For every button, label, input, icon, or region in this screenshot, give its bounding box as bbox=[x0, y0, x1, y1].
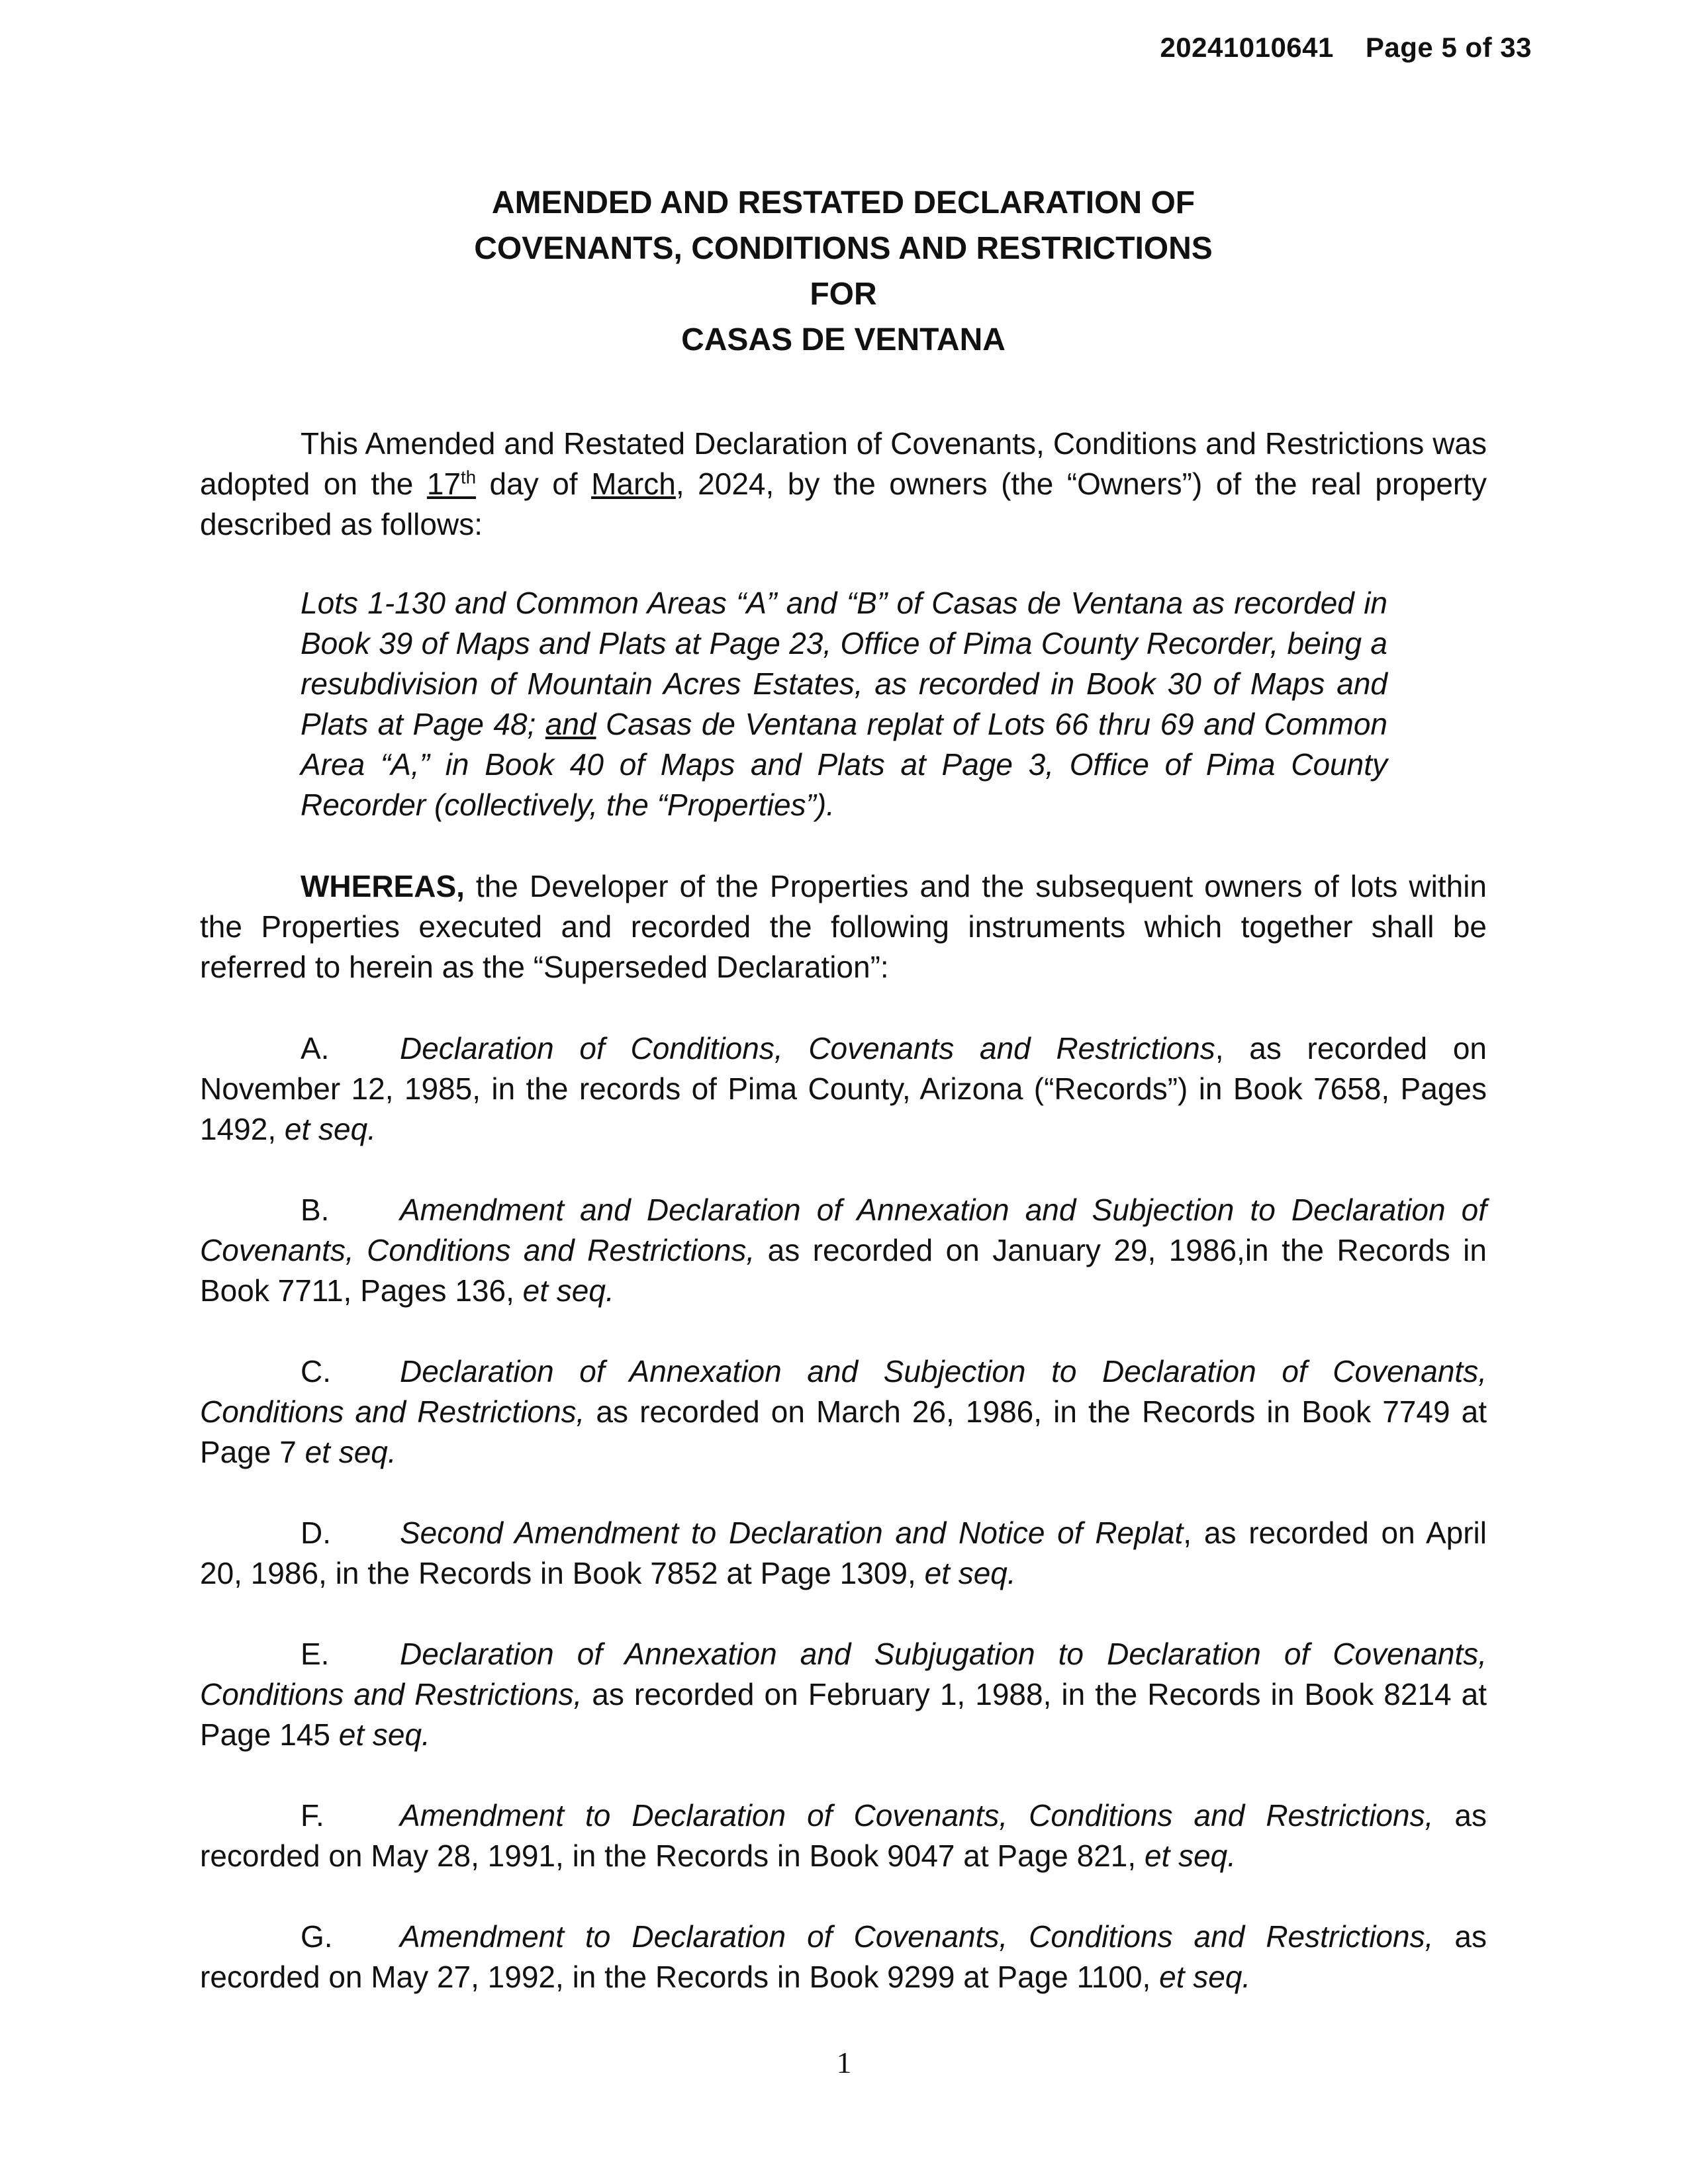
recording-stamp bbox=[1160, 32, 1532, 64]
instrument-item: D. Second Amendment to Declaration and Notice of Replat, as recorded on April 20, 1986, in the Records in Book 7852 at Page 1309, et seq. bbox=[200, 1516, 1487, 1590]
legal-description: Lots 1-130 and Common Areas “A” and “B” of Casas de Ventana as recorded in Book 39 of Maps and Plats at Page 23, Office of Pima County Recorder, being a resubdivision of Mountain Acres Estates, as recorded in Book 30 of Maps and Plats at Page 48; and Casas de Ventana replat of Lots 66 thru 69 and Common Area “A,” in Book 40 of Maps and Plats at Page 3, Office of Pima County Recorder (collectively, the “Properties”). bbox=[301, 586, 1387, 822]
adoption-day: 17th bbox=[426, 467, 477, 501]
document-body bbox=[200, 180, 1487, 2038]
title-line-4: CASAS DE VENTANA bbox=[681, 322, 1006, 357]
whereas-keyword: WHEREAS, bbox=[301, 869, 465, 903]
intro-paragraph: This Amended and Restated Declaration of Covenants, Conditions and Restrictions was adopted on the 17th day of March, 2024, by the owners (the “Owners”) of the real property described as follows: bbox=[200, 426, 1487, 541]
instrument-list bbox=[200, 1028, 1487, 1997]
instrument-item: A. Declaration of Conditions, Covenants and Restrictions, as recorded on November 12, 1985, in the records of Pima County, Arizona (“Records”) in Book 7658, Pages 1492, et seq. bbox=[200, 1031, 1487, 1146]
page-label: Page 5 of 33 bbox=[1365, 32, 1532, 63]
instrument-item: B. Amendment and Declaration of Annexation and Subjection to Declaration of Covenants, Conditions and Restrictions, as recorded on January 29, 1986,in the Records in Book 7711, Pages 136, et seq. bbox=[200, 1193, 1487, 1308]
instrument-item: G. Amendment to Declaration of Covenants, Conditions and Restrictions, as recorded on May 27, 1992, in the Records in Book 9299 at Page 1100, et seq. bbox=[200, 1919, 1487, 1994]
title-line-2: COVENANTS, CONDITIONS AND RESTRICTIONS bbox=[474, 231, 1213, 266]
page-number: 1 bbox=[836, 2046, 852, 2079]
whereas-paragraph: WHEREAS, the Developer of the Properties and the subsequent owners of lots within the Properties executed and recorded the following instruments which together shall be referred to herein as the “Superseded Declaration”: bbox=[200, 869, 1487, 984]
instrument-item: C. Declaration of Annexation and Subjection to Declaration of Covenants, Conditions and Restrictions, as recorded on March 26, 1986, in the Records in Book 7749 at Page 7 et seq. bbox=[200, 1354, 1487, 1469]
instrument-item: E. Declaration of Annexation and Subjugation to Declaration of Covenants, Conditions and Restrictions, as recorded on February 1, 1988, in the Records in Book 8214 at Page 145 et seq. bbox=[200, 1637, 1487, 1752]
document-title bbox=[200, 180, 1487, 363]
instrument-item: F. Amendment to Declaration of Covenants, Conditions and Restrictions, as recorded on May 28, 1991, in the Records in Book 9047 at Page 821, et seq. bbox=[200, 1798, 1487, 1873]
title-line-1: AMENDED AND RESTATED DECLARATION OF bbox=[491, 185, 1196, 220]
adoption-month: March bbox=[591, 467, 676, 501]
title-line-3: FOR bbox=[810, 277, 877, 312]
document-number: 20241010641 bbox=[1160, 32, 1334, 63]
